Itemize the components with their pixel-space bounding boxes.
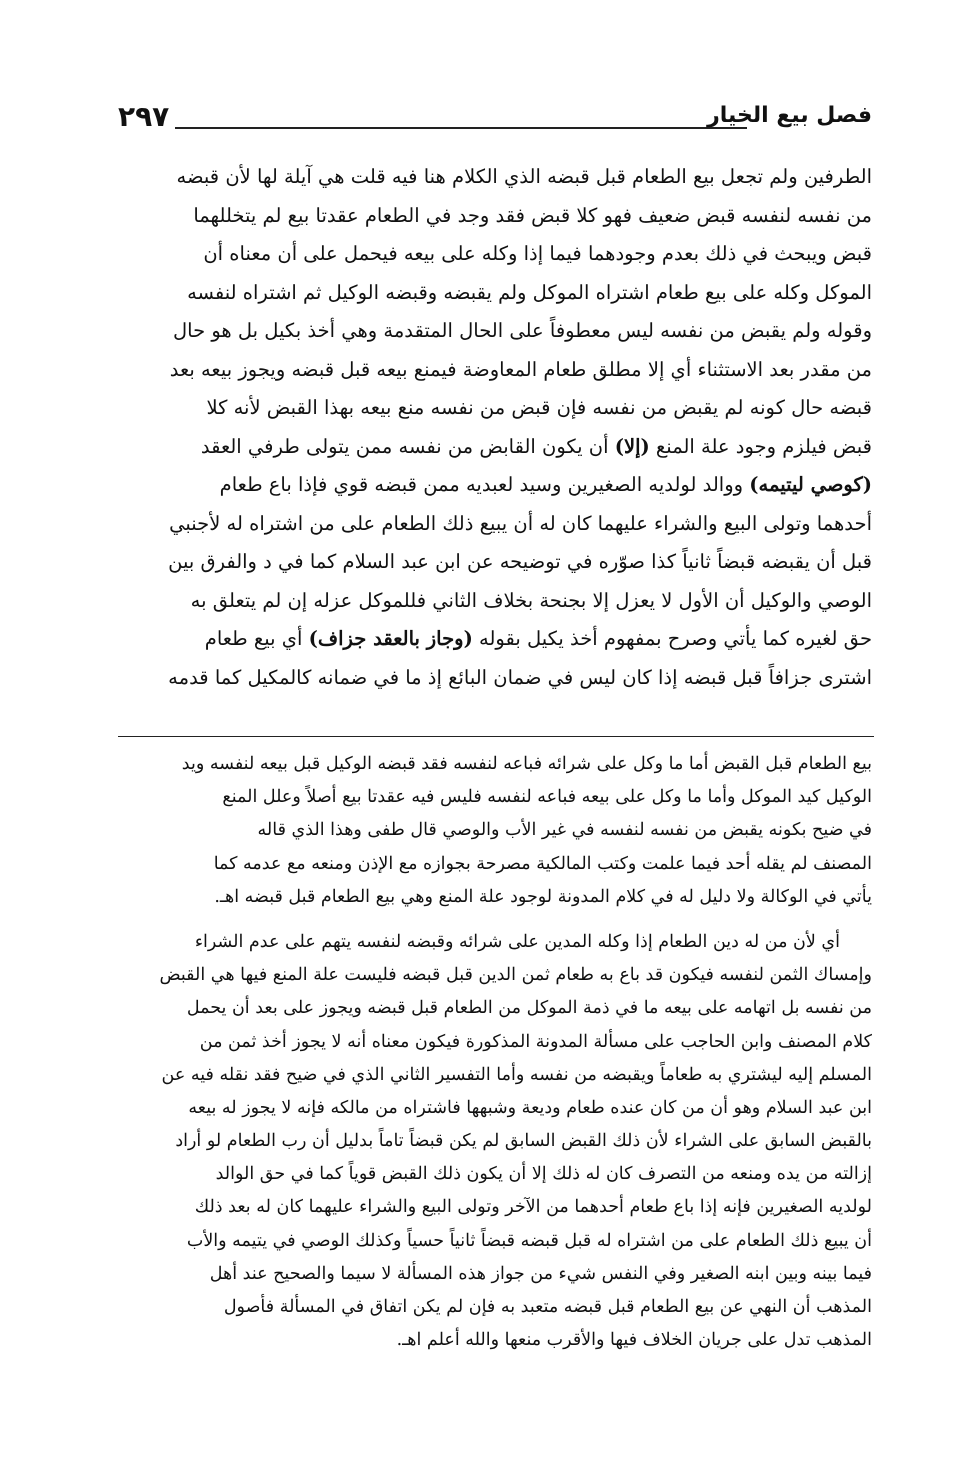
footnote-line: الوكيل كيد الموكل وأما ما وكل على بيعه فباعه لنفسه فليس فيه عقدتا بيع أصلاً وعلل المنع	[222, 787, 872, 808]
main-line: قبل أن يقبضه قبضاً ثانياً كذا صوّره في توضيحه عن ابن عبد السلام كما في د والفرق بين	[168, 550, 872, 573]
main-line: اشترى جزافاً قبل قبضه إذا كان ليس في ضمان البائع إذ ما في ضمانه كالمكيل كما قدمه	[168, 665, 872, 689]
footnote-line: في ضيح بكونه يقبض من نفسه لنفسه في غير الأب والوصي قال طفى وهذا الذي قاله	[257, 820, 872, 841]
main-line: من نفسه لنفسه قبض ضعيف فهو كلا قبض فقد وجد في الطعام عقدتا بيع لم يتخللهما	[193, 203, 872, 227]
chapter-title: فصل بيع الخيار	[707, 103, 872, 128]
main-line: قبضه حال كونه لم يقبض من نفسه فإن قبض من نفسه منع بيعه بهذا القبض لأنه كلا	[206, 396, 872, 419]
footnote-line: وإمساك الثمن لنفسه فيكون قد باع به طعام ثمن الدين قبل قبضه فليست علة المنع فيها هي القبض	[159, 965, 872, 986]
footnote-gap	[116, 914, 872, 926]
footnote-line: لولديه الصغيرين فإنه إذا باع طعام أحدهما من الآخر وتولى البيع والشراء عليهما كان له بعد ذلك	[194, 1197, 872, 1218]
footnote-line: من نفسه بل اتهامه على بيعه ما في ذمة الموكل من الطعام قبل قبضه ويجوز على بعد أن يحمل	[186, 998, 872, 1019]
main-line: قبض ويبحث في ذلك بعدم وجودهما فيما إذا وكله على بيعه فيحمل على أن معناه أن	[203, 242, 872, 265]
main-line: (كوصي ليتيمه) ووالد لولديه الصغيرين وسيد لعبديه ممن قبضه قوي فإذا باع طعام	[219, 473, 872, 496]
matn-phrase: (إلا)	[614, 434, 650, 458]
footnote-line: بالقبض السابق على الشراء لأن ذلك القبض السابق لم يكن قبضاً تاماً بدليل أن رب الطعام لو أراد	[175, 1131, 872, 1152]
main-line: من مقدر بعد الاستثناء أي إلا مطلق طعام المعاوضة فيمنع بيعه قبل قبضه ويجوز بيعه بعد	[169, 357, 872, 381]
main-line: قبض فيلزم وجود علة المنع (إلا) أن يكون القابض من نفسه ممن يتولى طرفي العقد	[200, 434, 872, 458]
main-line: الموكل وكله على بيع طعام اشتراه الموكل ولم يقبضه وقبضه الوكيل ثم اشتراه لنفسه	[187, 280, 872, 304]
footnote-line: المذهب تدل على جريان الخلاف فيها والأقرب منعها والله أعلم اهـ.	[396, 1330, 872, 1351]
main-line: أحدهما وتولى البيع والشراء عليهما كان له أن يبيع ذلك الطعام على من اشتراه له لأجنبي	[169, 511, 872, 535]
footnote-line: ابن عبد السلام وهو أن من كان عنده طعام وديعة وشبهها فاشتراه من مالكه فإنه لا يجوز له بيعه	[188, 1097, 872, 1118]
main-line: الوصي والوكيل أن الأول لا يعزل إلا بجنحة بخلاف الثاني فللموكل عزله إن لم يتعلق به	[190, 588, 872, 612]
footnote-line: أي لأن من له دين الطعام إذا وكله المدين على شرائه وقبضه لنفسه يتهم على عدم الشراء	[194, 931, 840, 952]
main-line: الطرفين ولم تجعل بيع الطعام قبل قبضه الذي الكلام هنا فيه قلت هي آيلة لها لأن قبضه	[176, 165, 872, 188]
footnote-line: يأتي في الوكالة ولا دليل له في كلام المدونة لوجود علة المنع وهي بيع الطعام قبل قبضه اهـ.	[214, 886, 872, 907]
matn-phrase: (كوصي ليتيمه)	[749, 473, 872, 496]
footnote-line: المسلم إليه ليشتري به طعاماً ويقبضه من نفسه وأما التفسير الثاني الذي في ضيح فقد نقله فيه عن	[161, 1064, 872, 1085]
footnotes	[116, 748, 872, 1357]
main-line: وقوله ولم يقبض من نفسه ليس معطوفاً على الحال المتقدمة وهي أخذ بكيل بل هو حال	[172, 319, 872, 342]
main-line: حق لغيره كما يأتي وصرح بمفهوم أخذ يكيل بقوله (وجاز بالعقد جزاف) أي بيع طعام	[204, 627, 872, 650]
page-number: ٢٩٧	[118, 100, 170, 133]
footnote-line: المذهب أن النهي عن بيع الطعام قبل قبضه متعبد به فإن لم يكن اتفاق في المسألة فأصول	[223, 1297, 872, 1317]
footnote-line: كلام المصنف وابن الحاجب على مسألة المدونة المذكورة فيكون معناه أنه لا يجوز أخذ ثمن من	[199, 1031, 872, 1052]
footnote-line: بيع الطعام قبل القبض أما ما وكل على شرائه فباعه لنفسه فقد قبضه الوكيل قبل بيعه لنفسه ويد	[181, 754, 872, 774]
footnote-2	[116, 926, 872, 1357]
footnote-rule	[118, 736, 874, 737]
header-rule	[175, 127, 747, 129]
matn-phrase: (وجاز بالعقد جزاف)	[308, 627, 473, 650]
footnote-line: فيما بينه وبين ابنه الصغير وفي النفس شيء من جواز هذه المسألة لا سيما والصحيح عند أهل	[209, 1263, 872, 1284]
footnote-1	[116, 748, 872, 914]
footnote-line: المصنف لم يقله أحد فيما علمت وكتب المالكية مصرحة بجوازه مع الإذن ومنعه مع عدمه كما	[213, 853, 872, 874]
footnote-line: أن يبيع ذلك الطعام على من اشتراه له قبل قبضه قبضاً ثانياً حسياً وكذلك الوصي في يتيمه والأب	[186, 1230, 872, 1251]
footnote-line: إزالته من يده ومنعه من التصرف كان له ذلك إلا أن يكون ذلك القبض قوياً كما في حق الوالد	[215, 1164, 872, 1185]
main-text	[116, 158, 872, 697]
